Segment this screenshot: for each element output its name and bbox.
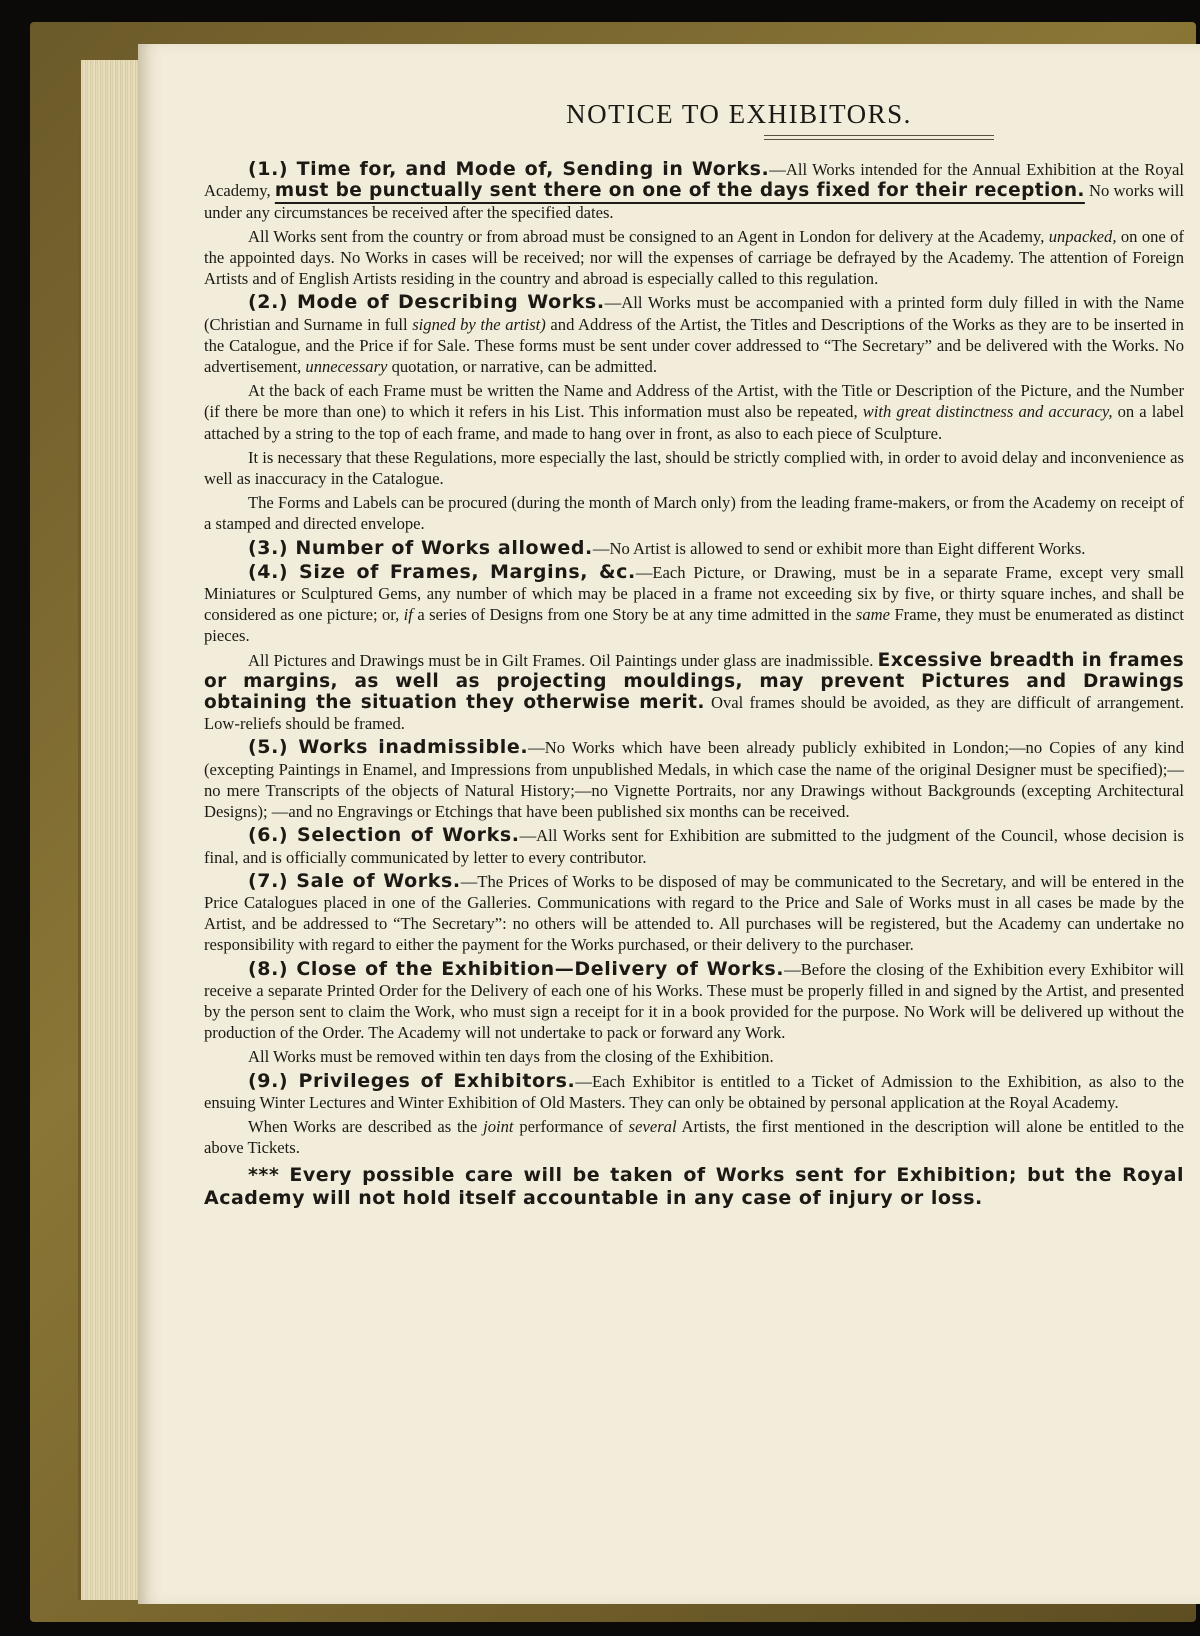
section-2-para-3: It is necessary that these Regulations, more especially the last, should be strictly complied with, in order to avoid delay and inconvenience as well as inaccuracy in the Catalogue. bbox=[204, 447, 1184, 489]
section-1-text-2: No works will under any circumstances be received after the specified dates. bbox=[204, 181, 1184, 222]
section-3: (3.) Number of Works allowed.—No Artist is allowed to send or exhibit more than Eight different Works. bbox=[248, 536, 1086, 559]
final-notice: *** Every possible care will be taken of Works sent for Exhibition; but the Royal Academy will not hold itself accountable in any case of injury or loss. bbox=[204, 1164, 1184, 1210]
section-9-heading: (9.) Privileges of Exhibitors. bbox=[248, 1069, 576, 1092]
section-1-text: —All Works intended for the Annual Exhibition at the Royal Academy, bbox=[204, 160, 1184, 201]
section-2-para-2: At the back of each Frame must be written the Name and Address of the Artist, with the Title or Description of the Picture, and the Number (if there be more than one) to which it refers in his List. This information must also be repeated, with great distinctness and accuracy, on a label attached by a string to the top of each frame, and made to hang over in front, as also to each piece of Sculpture. bbox=[204, 381, 1184, 443]
section-9: (9.) Privileges of Exhibitors.—Each Exhibitor is entitled to a Ticket of Admission to the Exhibition, as also to the ensuing Winter Lectures and Winter Exhibition of Old Masters. They can only be obtained by personal application at the Royal Academy. bbox=[204, 1069, 1184, 1112]
section-6-heading: (6.) Selection of Works. bbox=[248, 824, 520, 847]
section-4-heading: (4.) Size of Frames, Margins, &c. bbox=[248, 560, 636, 583]
section-8-para-2: All Works must be removed within ten days from the closing of the Exhibition. bbox=[248, 1047, 774, 1067]
title-rule bbox=[534, 135, 854, 143]
section-7: (7.) Sale of Works.—The Prices of Works to be disposed of may be communicated to the Secretary, and will be entered in the Price Catalogues placed in one of the Galleries. Communications with regard to the Price and Sale of Works must in all cases be made by the Artist, and be addressed to “The Secretary”: no others will be attended to. All purchases will be registered, but the Academy can undertake no responsibility with regard to either the payment for the Works purchased, or their delivery to the purchaser. bbox=[204, 869, 1185, 955]
section-4-emphasis: Excessive breadth in frames or margins, as well as projecting mouldings, may prevent Pictures and Drawings obtaining the situation they otherwise merit. bbox=[204, 649, 1184, 714]
section-8-heading: (8.) Close of the Exhibition—Delivery of Works. bbox=[248, 957, 785, 980]
section-7-heading: (7.) Sale of Works. bbox=[248, 869, 461, 892]
book-page bbox=[138, 44, 1200, 1604]
section-1-para-2: All Works sent from the country or from abroad must be consigned to an Agent in London for delivery at the Academy, unpacked, on one of the appointed days. No Works in cases will be received; nor will the expenses of carriage be defrayed by the Academy. The attention of Foreign Artists and of English Artists residing in the country and abroad is especially called to this regulation. bbox=[204, 226, 1184, 289]
section-1-underlined: must be punctually sent there on one of the days fixed for their reception. bbox=[274, 180, 1085, 202]
section-2-heading: (2.) Mode of Describing Works. bbox=[248, 291, 605, 314]
notice-content bbox=[204, 99, 1185, 1213]
page-edges bbox=[78, 60, 143, 1600]
section-5: (5.) Works inadmissible.—No Works which have been already publicly exhibited in London;—no Copies of any kind (excepting Paintings in Enamel, and Impressions from unpublished Medals, in which case the name of the original Designer must be specified);—no mere Transcripts of the objects of Natural History;—no Vignette Portraits, nor any Drawings without Backgrounds (excepting Architectural Designs); —and no Engravings or Etchings that have been published six months can be received. bbox=[204, 736, 1184, 822]
section-3-heading: (3.) Number of Works allowed. bbox=[248, 536, 593, 559]
section-6: (6.) Selection of Works.—All Works sent for Exhibition are submitted to the judgment of the Council, whose decision is final, and is officially communicated by letter to every contributor. bbox=[204, 824, 1184, 867]
section-1-heading: (1.) Time for, and Mode of, Sending in Works. bbox=[248, 158, 770, 181]
section-4: (4.) Size of Frames, Margins, &c.—Each Picture, or Drawing, must be in a separate Frame, except very small Miniatures or Sculptured Gems, any number of which may be placed in a frame not exceeding six by five, or thirty square inches, and shall be considered as one picture; or, if a series of Designs from one Story be at any time admitted in the same Frame, they must be enumerated as distinct pieces. bbox=[204, 560, 1184, 646]
section-8: (8.) Close of the Exhibition—Delivery of Works.—Before the closing of the Exhibition every Exhibitor will receive a separate Printed Order for the Delivery of each one of his Works. These must be properly filled in and signed by the Artist, and presented by the person sent to claim the Work, who must sign a receipt for it in a book provided for the purpose. No Work will be delivered up without the production of the Order. The Academy will not undertake to pack or forward any Work. bbox=[204, 957, 1184, 1043]
page-title: NOTICE TO EXHIBITORS. bbox=[566, 99, 912, 129]
section-4-para-2: All Pictures and Drawings must be in Gilt Frames. Oil Paintings under glass are inadmissible. Excessive breadth in frames or margins, as well as projecting mouldings, may prevent Pictures and Drawings obtaining the situation they otherwise merit. Oval frames should be avoided, as they are difficult of arrangement. Low-reliefs should be framed. bbox=[204, 649, 1184, 734]
section-2: (2.) Mode of Describing Works.—All Works must be accompanied with a printed form duly filled in with the Name (Christian and Surname in full signed by the artist) and Address of the Artist, the Titles and Descriptions of the Works as they are to be inserted in the Catalogue, and the Price if for Sale. These forms must be sent under cover addressed to “The Secretary” and be delivered with the Works. No advertisement, unnecessary quotation, or narrative, can be admitted. bbox=[204, 291, 1185, 377]
section-2-para-4: The Forms and Labels can be procured (during the month of March only) from the leading frame-makers, or from the Academy on receipt of a stamped and directed envelope. bbox=[204, 493, 1184, 534]
section-1 bbox=[204, 159, 1184, 223]
section-9-para-2: When Works are described as the joint performance of several Artists, the first mentioned in the description will alone be entitled to the above Tickets. bbox=[204, 1116, 1185, 1158]
section-5-heading: (5.) Works inadmissible. bbox=[248, 736, 529, 759]
